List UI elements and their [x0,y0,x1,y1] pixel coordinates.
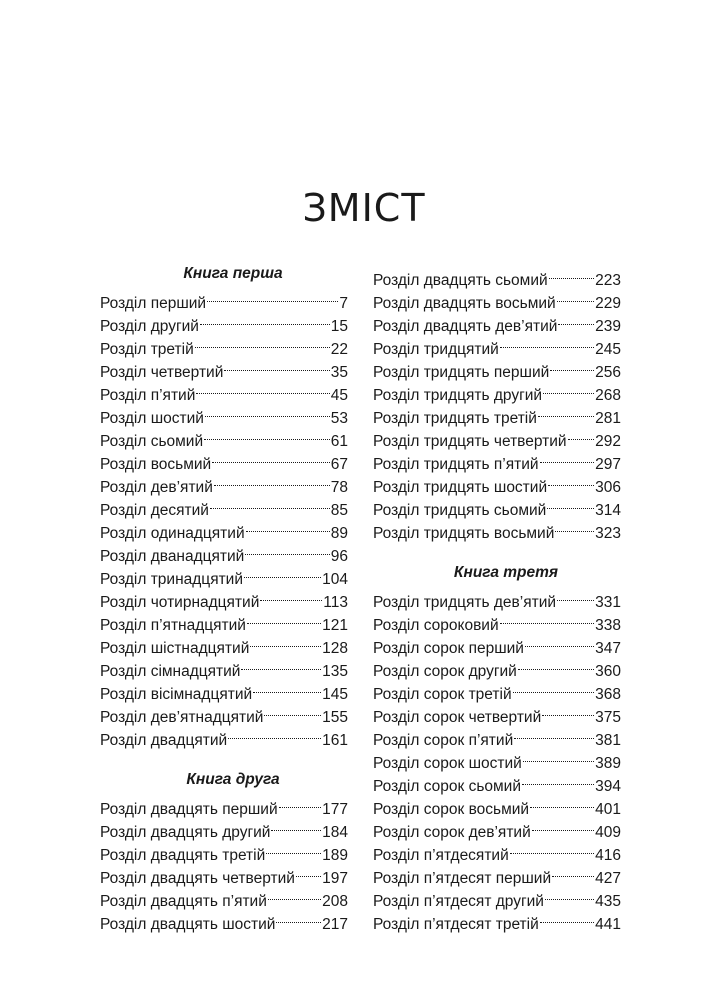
dot-leader [518,653,594,676]
chapter-title: Розділ дев’ятий [100,479,213,496]
page-number: 239 [595,318,621,335]
chapter-title: Розділ вісімнадцятий [100,686,253,703]
page-number: 121 [322,617,348,634]
chapter-title: Розділ четвертий [100,364,224,381]
dot-leader [548,469,594,492]
chapter-title: Розділ другий [100,318,199,335]
dot-leader [557,285,594,308]
toc-list-book1 [100,285,348,749]
dot-leader [228,722,321,745]
dot-leader [245,538,329,561]
chapter-title: Розділ сорок перший [373,640,524,657]
page-number: 104 [322,571,348,588]
page-number: 381 [595,732,621,749]
page-number: 135 [322,663,348,680]
dot-leader [568,423,595,446]
chapter-title: Розділ двадцять четвертий [100,870,295,887]
chapter-title: Розділ тридцятий [373,341,499,358]
chapter-title: Розділ тридцять шостий [373,479,548,496]
page-number: 22 [330,341,348,358]
dot-leader [523,745,594,768]
page-number: 347 [595,640,621,657]
dot-leader [540,906,594,929]
chapter-title: Розділ двадцять сьомий [373,272,548,289]
page-number: 217 [322,916,348,933]
page-number: 208 [322,893,348,910]
page-number: 229 [595,295,621,312]
dot-leader [200,308,330,331]
toc-entry [100,285,348,312]
page-number: 35 [330,364,348,381]
chapter-title: Розділ двадцять третій [100,847,266,864]
dot-leader [550,354,594,377]
chapter-title: Розділ десятий [100,502,209,519]
dot-leader [224,354,329,377]
chapter-title: Розділ двадцять восьмий [373,295,556,312]
dot-leader [513,676,595,699]
book-heading-2: Книга друга [186,771,280,788]
dot-leader [530,791,594,814]
chapter-title: Розділ сорок дев’ятий [373,824,531,841]
page-number: 427 [595,870,621,887]
chapter-title: Розділ сімнадцятий [100,663,241,680]
page-number: 368 [595,686,621,703]
chapter-title: Розділ сьомий [100,433,204,450]
chapter-title: Розділ двадцять другий [100,824,271,841]
page-number: 314 [595,502,621,519]
chapter-title: Розділ тридцять п’ятий [373,456,539,473]
page-title: ЗМІСТ [302,186,426,230]
toc-list-book3 [373,584,621,933]
toc-entry [100,791,348,818]
page-number: 145 [322,686,348,703]
dot-leader [552,860,594,883]
dot-leader [543,377,594,400]
dot-leader [266,837,321,860]
page-number: 331 [595,594,621,611]
page-number: 323 [595,525,621,542]
chapter-title: Розділ перший [100,295,207,312]
page-number: 401 [595,801,621,818]
dot-leader [204,423,330,446]
page-number: 297 [595,456,621,473]
dot-leader [525,630,594,653]
toc-entry [373,262,621,289]
dot-leader [545,883,594,906]
page-number: 306 [595,479,621,496]
page-number: 268 [595,387,621,404]
page-number: 223 [595,272,621,289]
page-number: 435 [595,893,621,910]
dot-leader [250,630,321,653]
chapter-title: Розділ сорок третій [373,686,512,703]
chapter-title: Розділ двадцять дев’ятий [373,318,558,335]
toc-list-book2 [100,791,348,933]
chapter-title: Розділ двадцятий [100,732,228,749]
page-number: 292 [595,433,621,450]
dot-leader [212,446,330,469]
book-heading-1: Книга перша [183,265,283,282]
chapter-title: Розділ сорок четвертий [373,709,542,726]
dot-leader [214,469,330,492]
chapter-title: Розділ тридцять четвертий [373,433,567,450]
chapter-title: Розділ сороковий [373,617,499,634]
page-number: 45 [330,387,348,404]
dot-leader [276,906,321,929]
page-number: 61 [330,433,348,450]
page-number: 78 [330,479,348,496]
page-number: 113 [323,594,348,611]
chapter-title: Розділ шістнадцятий [100,640,250,657]
page-number: 441 [595,916,621,933]
dot-leader [268,883,321,906]
dot-leader [549,262,594,285]
chapter-title: Розділ одинадцятий [100,525,245,542]
chapter-title: Розділ сорок сьомий [373,778,521,795]
page-number: 197 [322,870,348,887]
dot-leader [557,584,594,607]
dot-leader [538,400,594,423]
page-number: 15 [330,318,348,335]
toc-list-book2-continued [373,262,621,542]
page-number: 96 [330,548,348,565]
page-number: 161 [322,732,348,749]
dot-leader [207,285,338,308]
chapter-title: Розділ п’ятдесят третій [373,916,539,933]
dot-leader [246,515,330,538]
dot-leader [532,814,594,837]
chapter-title: Розділ сорок п’ятий [373,732,514,749]
dot-leader [500,607,595,630]
chapter-title: Розділ тридцять восьмий [373,525,555,542]
page-number: 281 [595,410,621,427]
dot-leader [247,607,321,630]
chapter-title: Розділ двадцять шостий [100,916,276,933]
page-number: 67 [330,456,348,473]
chapter-title: Розділ третій [100,341,194,358]
dot-leader [260,584,322,607]
dot-leader [540,446,595,469]
chapter-title: Розділ тридцять дев’ятий [373,594,557,611]
dot-leader [555,515,594,538]
chapter-title: Розділ тринадцятий [100,571,243,588]
page-number: 389 [595,755,621,772]
page-number: 89 [330,525,348,542]
chapter-title: Розділ шостий [100,410,204,427]
page-number: 184 [322,824,348,841]
chapter-title: Розділ сорок другий [373,663,517,680]
dot-leader [210,492,330,515]
page-number: 416 [595,847,621,864]
page-number: 177 [322,801,348,818]
dot-leader [196,377,329,400]
dot-leader [500,331,594,354]
page-number: 256 [595,364,621,381]
chapter-title: Розділ сорок шостий [373,755,522,772]
chapter-title: Розділ чотирнадцятий [100,594,260,611]
chapter-title: Розділ двадцять п’ятий [100,893,267,910]
page-number: 85 [330,502,348,519]
chapter-title: Розділ сорок восьмий [373,801,530,818]
chapter-title: Розділ тридцять другий [373,387,543,404]
chapter-title: Розділ п’ятдесят другий [373,893,544,910]
page-number: 409 [595,824,621,841]
dot-leader [205,400,330,423]
page-number: 375 [595,709,621,726]
chapter-title: Розділ п’ятий [100,387,196,404]
dot-leader [547,492,594,515]
toc-column-left [100,262,348,933]
chapter-title: Розділ дев’ятнадцятий [100,709,264,726]
dot-leader [271,814,321,837]
page-number: 360 [595,663,621,680]
page-number: 7 [339,295,348,312]
page-number: 128 [322,640,348,657]
dot-leader [522,768,594,791]
chapter-title: Розділ тридцять сьомий [373,502,547,519]
page-number: 53 [330,410,348,427]
book-heading-3: Книга третя [453,564,559,581]
chapter-title: Розділ двадцять перший [100,801,278,818]
page-number: 155 [322,709,348,726]
dot-leader [558,308,594,331]
dot-leader [296,860,321,883]
dot-leader [510,837,594,860]
toc-entry [373,584,621,611]
chapter-title: Розділ п’ятдесятий [373,847,509,864]
chapter-title: Розділ дванадцятий [100,548,245,565]
page-number: 245 [595,341,621,358]
chapter-title: Розділ тридцять третій [373,410,537,427]
dot-leader [264,699,321,722]
toc-column-right [373,262,621,933]
chapter-title: Розділ тридцять перший [373,364,550,381]
page-number: 189 [322,847,348,864]
dot-leader [542,699,594,722]
chapter-title: Розділ п’ятнадцятий [100,617,246,634]
dot-leader [253,676,321,699]
dot-leader [279,791,322,814]
dot-leader [241,653,321,676]
dot-leader [244,561,321,584]
page-number: 394 [595,778,621,795]
dot-leader [195,331,330,354]
dot-leader [514,722,594,745]
chapter-title: Розділ восьмий [100,456,212,473]
page-number: 338 [595,617,621,634]
chapter-title: Розділ п’ятдесят перший [373,870,552,887]
